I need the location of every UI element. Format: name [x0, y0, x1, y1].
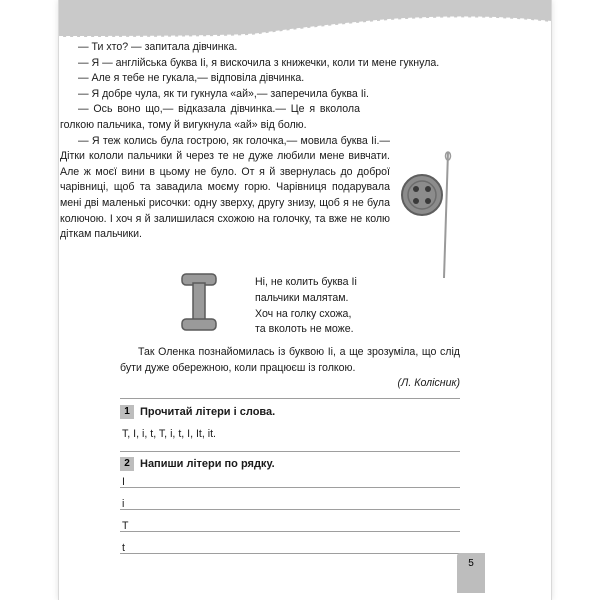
task-1-heading [120, 405, 275, 419]
story-line: — Я теж колись була гострою, як голочка,— мовила буква Іі.— Дітки кололи пальчики й через те не дуже любили мене вивчати. Але ж моєї вини в цьому не було. От я й звернулась до доброї чарівниці, щоб та завадила моєму горю. Чарівниця подарувала мені дві маленькі рисочки: одну зверху, другу знизу, щоб я не була колючою. І хоч я й залишилася схожою на голочку, та вже не колю діткам пальчики. [60, 134, 390, 241]
writing-line[interactable] [120, 497, 460, 510]
writing-line[interactable] [120, 519, 460, 532]
writing-line-letter: T [122, 520, 129, 532]
poem-line: та вколоть не може. [255, 323, 354, 336]
writing-line-letter: I [122, 476, 125, 488]
writing-line[interactable] [120, 475, 460, 488]
story-line: — Але я тебе не гукала,— відповіла дівчинка. [78, 72, 305, 85]
task-number-badge: 2 [120, 457, 134, 471]
conclusion-text: Так Оленка познайомилась із буквою Іі, а ще зрозуміла, що слід бути дуже обережною, коли працюєш із голкою. [120, 346, 460, 374]
story-conclusion [120, 345, 460, 392]
divider [120, 398, 460, 399]
task-2-heading [120, 457, 275, 471]
poem-line: пальчики малятам. [255, 291, 349, 304]
letters-sequence: T, I, i, t, T, i, t, I, It, it. [122, 428, 216, 440]
poem-line: Хоч на голку схожа, [255, 307, 352, 320]
story-line: — Ти хто? — запитала дівчинка. [78, 41, 238, 53]
story-line: — Ось воно що,— відказала дівчинка.— Це я вколола голкою пальчика, тому й вигукнула «ай» від болю. [60, 103, 360, 131]
writing-line[interactable] [120, 541, 460, 554]
poem [255, 275, 357, 338]
header-decoration [59, 0, 551, 40]
task-number-badge: 1 [120, 405, 134, 419]
story-line: — Я — англійська буква Іі, я вискочила з книжечки, коли ти мене гукнула. [78, 56, 440, 69]
writing-line-letter: i [122, 498, 125, 510]
writing-line-letter: t [122, 542, 125, 554]
button-and-needle-illustration [400, 150, 458, 280]
letter-i-illustration [180, 272, 218, 332]
divider [120, 451, 460, 452]
author-credit: (Л. Колісник) [397, 377, 460, 390]
poem-line: Ні, не колить буква Іі [255, 276, 357, 288]
page-number: 5 [457, 553, 485, 593]
task-2-label: Напиши літери по рядку. [140, 458, 275, 470]
task-1-label: Прочитай літери і слова. [140, 406, 276, 418]
story-line: — Я добре чула, як ти гукнула «ай»,— заперечила буква Іі. [78, 87, 369, 100]
